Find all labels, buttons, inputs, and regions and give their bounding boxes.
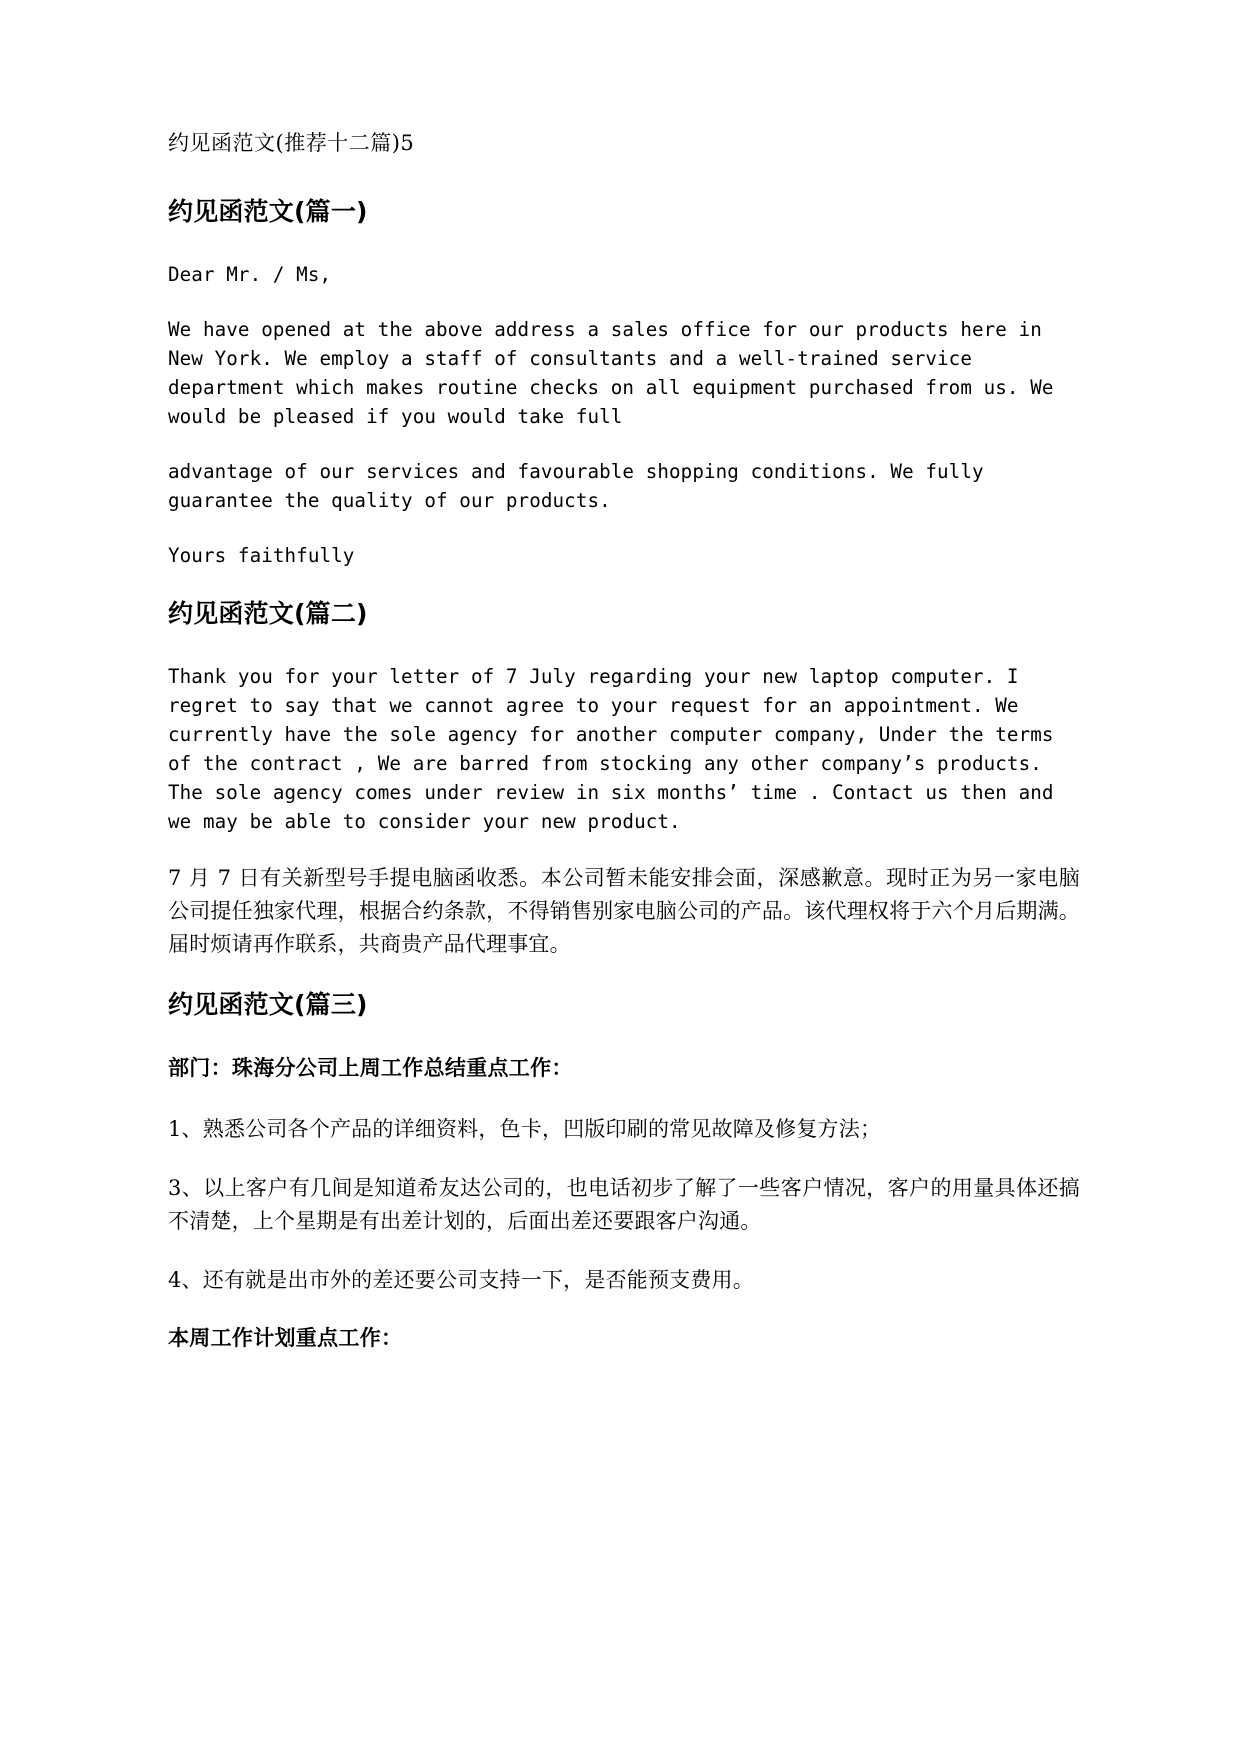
document-title: 约见函范文(推荐十二篇)5	[168, 131, 415, 155]
letter-body-first: We have opened at the above address a sales office for our products here in New York. We employ a staff of consultants and a well-trained service department which makes routine checks on all equipment purchased from us. We would be pleased if you would take full	[168, 317, 1066, 428]
department-summary-heading: 部门：珠海分公司上周工作总结重点工作：	[168, 1056, 573, 1081]
section-heading-three: 约见函范文(篇三)	[168, 990, 368, 1019]
letter-salutation: Dear Mr. / Ms,	[168, 262, 332, 286]
work-item-4: 4、还有就是出市外的差还要公司支持一下，是否能预支费用。	[168, 1267, 754, 1292]
work-item-3: 3、以上客户有几间是知道希友达公司的，也电话初步了解了一些客户情况，客户的用量具体还搞不清楚，上个星期是有出差计划的，后面出差还要跟客户沟通。	[168, 1175, 1080, 1233]
section-two-chinese-body: 7 月 7 日有关新型号手提电脑函收悉。本公司暂未能安排会面，深感歉意。现时正为另一家电脑公司提任独家代理，根据合约条款，不得销售别家电脑公司的产品。该代理权将于六个月后期满。届时烦请再作联系，共商贵产品代理事宜。	[168, 866, 1080, 956]
work-item-1: 1、熟悉公司各个产品的详细资料，色卡，凹版印刷的常见故障及修复方法；	[168, 1116, 882, 1141]
weekly-plan-heading: 本周工作计划重点工作：	[168, 1325, 403, 1350]
section-heading-one: 约见函范文(篇一)	[168, 196, 368, 226]
section-two-english-body: Thank you for your letter of 7 July regarding your new laptop computer. I regret to say that we cannot agree to your request for an appointment. We currently have the sole agency for another computer company, Under the terms of the contract , We are barred from stocking any other company’s products. The sole agency comes under review in six months’ time . Contact us then and we may be able to consider your new product.	[168, 665, 1066, 833]
letter-closing: Yours faithfully	[168, 543, 355, 567]
section-heading-two: 约见函范文(篇二)	[168, 598, 368, 628]
letter-body-second: advantage of our services and favourable shopping conditions. We fully guarantee the quality of our products.	[168, 459, 996, 512]
